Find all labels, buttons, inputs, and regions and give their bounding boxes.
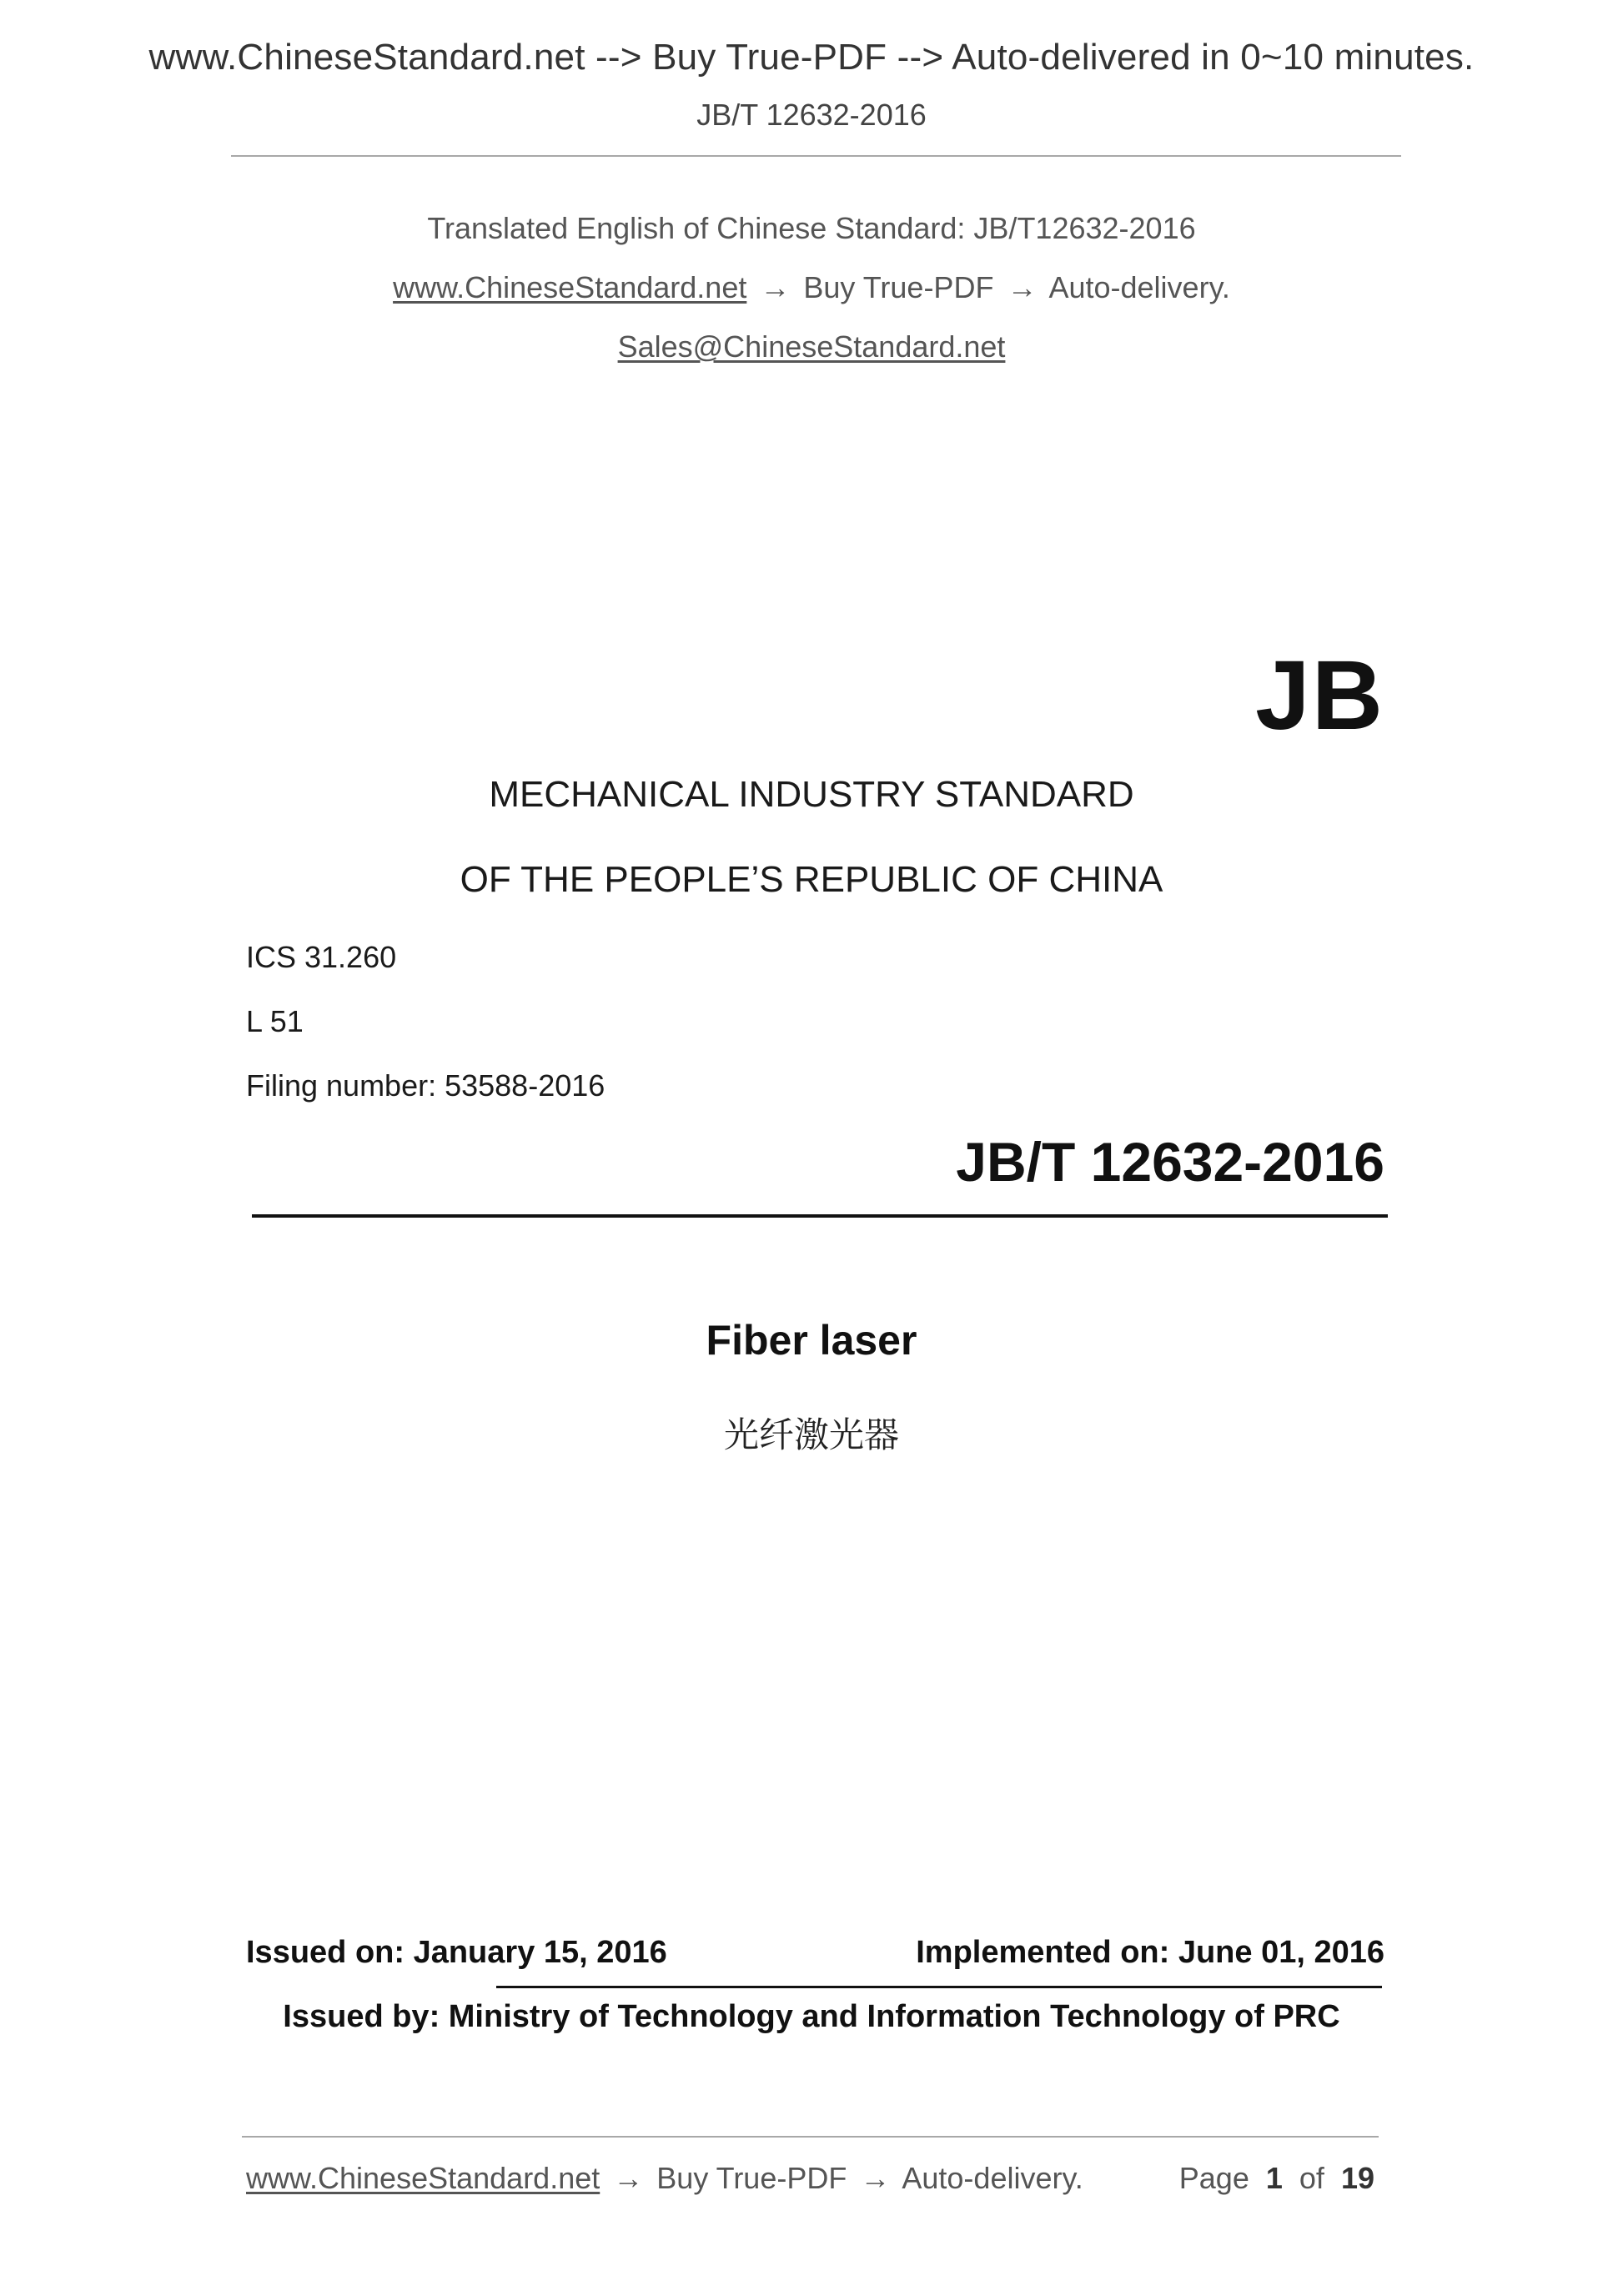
implemented-on: Implemented on: June 01, 2016 — [916, 1935, 1384, 1970]
arrow-right-icon: → — [1007, 270, 1038, 304]
buy-text: Buy True-PDF — [803, 270, 994, 304]
filing-number: Filing number: 53588-2016 — [246, 1068, 605, 1103]
of-label: of — [1299, 2161, 1324, 2195]
issued-by: Issued by: Ministry of Technology and Information Technology of PRC — [283, 1999, 1340, 2034]
arrow-right-icon: → — [613, 2161, 644, 2195]
ics-code: ICS 31.260 — [246, 940, 397, 974]
footer-buy-text: Buy True-PDF — [656, 2161, 847, 2195]
delivery-text: Auto-delivery. — [1048, 270, 1230, 304]
header-divider — [231, 155, 1401, 157]
header-banner: www.ChineseStandard.net --> Buy True-PDF --> Auto-delivered in 0~10 minutes. — [148, 37, 1475, 78]
page-indicator — [1179, 2161, 1374, 2196]
header-standard-code: JB/T 12632-2016 — [696, 98, 927, 132]
footer-delivery-text: Auto-delivery. — [902, 2161, 1083, 2195]
footer-links — [246, 2161, 1083, 2196]
arrow-right-icon: → — [860, 2161, 891, 2195]
translation-title: Translated English of Chinese Standard: JB/T12632-2016 — [427, 211, 1196, 245]
ministry-line-1: MECHANICAL INDUSTRY STANDARD — [489, 774, 1134, 815]
page-label: Page — [1178, 2161, 1249, 2195]
jb-mark: JB — [1255, 641, 1384, 751]
buy-line — [0, 270, 1623, 305]
dates-divider — [496, 1986, 1382, 1988]
page-number: 1 — [1265, 2161, 1283, 2195]
ccs-code: L 51 — [246, 1004, 304, 1038]
document-title: Fiber laser — [706, 1317, 917, 1364]
document-title-chinese: 光纤激光器 — [723, 1414, 899, 1455]
sales-email-link[interactable]: Sales@ChineseStandard.net — [617, 329, 1006, 364]
ministry-line-2: OF THE PEOPLE’S REPUBLIC OF CHINA — [460, 859, 1163, 900]
site-link[interactable]: www.ChineseStandard.net — [393, 270, 747, 304]
footer-site-link[interactable]: www.ChineseStandard.net — [246, 2161, 600, 2195]
title-divider — [252, 1214, 1388, 1218]
footer-divider — [242, 2136, 1379, 2138]
page-total: 19 — [1340, 2161, 1374, 2195]
issued-on: Issued on: January 15, 2016 — [246, 1935, 667, 1970]
standard-code: JB/T 12632-2016 — [956, 1131, 1384, 1193]
sales-line — [0, 329, 1623, 364]
arrow-right-icon: → — [760, 270, 791, 304]
